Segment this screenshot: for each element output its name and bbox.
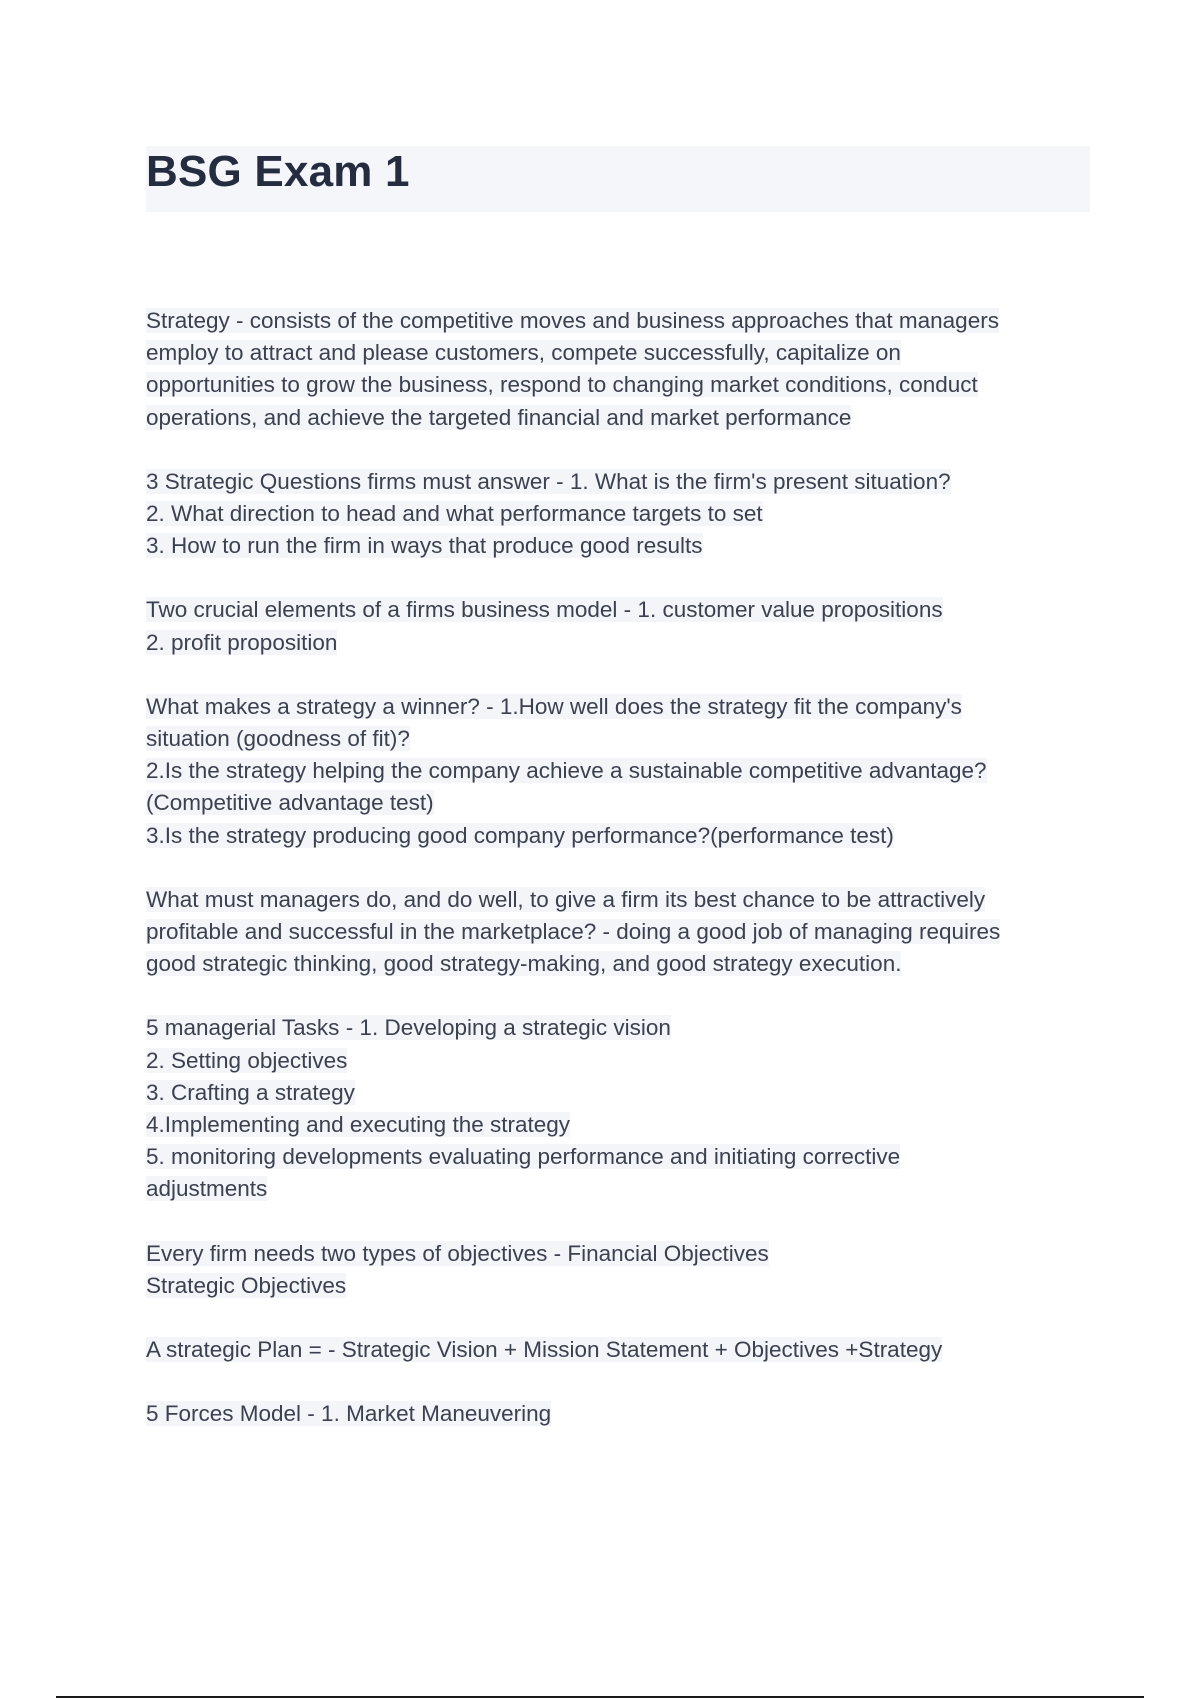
flashcard-text: What must managers do, and do well, to give a firm its best chance to be attractively xyxy=(146,886,986,912)
flashcard-text: 2. Setting objectives xyxy=(146,1047,348,1073)
flashcard xyxy=(146,1012,1086,1205)
flashcard-line xyxy=(146,305,1086,337)
flashcard-line xyxy=(146,948,1086,980)
flashcard-line xyxy=(146,1334,1086,1366)
flashcard-line xyxy=(146,1109,1086,1141)
flashcard-line xyxy=(146,627,1086,659)
flashcard-text: 4.Implementing and executing the strategy xyxy=(146,1112,571,1138)
flashcard-line xyxy=(146,1077,1086,1109)
flashcard-line xyxy=(146,530,1086,562)
flashcard-line xyxy=(146,1012,1086,1044)
flashcard-line xyxy=(146,723,1086,755)
flashcard xyxy=(146,305,1086,434)
flashcard xyxy=(146,466,1086,563)
flashcard-line xyxy=(146,369,1086,401)
flashcard xyxy=(146,884,1086,981)
flashcard-text: 2.Is the strategy helping the company achieve a sustainable competitive advantage? xyxy=(146,758,987,784)
flashcard-text: 2. What direction to head and what performance targets to set xyxy=(146,501,763,527)
flashcard-text: 3 Strategic Questions firms must answer - 1. What is the firm's present situation? xyxy=(146,468,951,494)
flashcard-text: What makes a strategy a winner? - 1.How well does the strategy fit the company's xyxy=(146,693,962,719)
flashcard-line xyxy=(146,1045,1086,1077)
flashcard-text: 5. monitoring developments evaluating performance and initiating corrective xyxy=(146,1144,901,1170)
flashcard-line xyxy=(146,884,1086,916)
flashcard-text: employ to attract and please customers, compete successfully, capitalize on xyxy=(146,340,901,366)
flashcard xyxy=(146,594,1086,658)
flashcard-line xyxy=(146,498,1086,530)
flashcard-line xyxy=(146,916,1086,948)
flashcard-line xyxy=(146,466,1086,498)
flashcard-line xyxy=(146,787,1086,819)
flashcard-line xyxy=(146,594,1086,626)
flashcard-text: adjustments xyxy=(146,1176,268,1202)
flashcard-text: situation (goodness of fit)? xyxy=(146,726,410,752)
flashcard-text: 5 Forces Model - 1. Market Maneuvering xyxy=(146,1401,552,1427)
flashcard-text: A strategic Plan = - Strategic Vision + Mission Statement + Objectives +Strategy xyxy=(146,1337,943,1363)
flashcard-line xyxy=(146,1173,1086,1205)
flashcard xyxy=(146,691,1086,852)
flashcard-text: 2. profit proposition xyxy=(146,629,338,655)
flashcard-line xyxy=(146,691,1086,723)
flashcard-line xyxy=(146,1141,1086,1173)
flashcard-line xyxy=(146,755,1086,787)
footer-rule xyxy=(56,1696,1144,1698)
flashcard-text: 3.Is the strategy producing good company performance?(performance test) xyxy=(146,822,894,848)
flashcard-text: Two crucial elements of a firms business model - 1. customer value propositions xyxy=(146,597,943,623)
flashcard-text: opportunities to grow the business, respond to changing market conditions, conduct xyxy=(146,372,978,398)
flashcard-line xyxy=(146,820,1086,852)
page-title: BSG Exam 1 xyxy=(146,147,410,196)
flashcard-text: Every firm needs two types of objectives - Financial Objectives xyxy=(146,1240,769,1266)
flashcard-text: (Competitive advantage test) xyxy=(146,790,434,816)
flashcard-text: good strategic thinking, good strategy-making, and good strategy execution. xyxy=(146,951,902,977)
flashcard-line xyxy=(146,402,1086,434)
flashcard-text: operations, and achieve the targeted financial and market performance xyxy=(146,404,852,430)
flashcard xyxy=(146,1334,1086,1366)
flashcard-line xyxy=(146,337,1086,369)
flashcard-text: Strategy - consists of the competitive moves and business approaches that managers xyxy=(146,308,999,333)
flashcard-text: 5 managerial Tasks - 1. Developing a strategic vision xyxy=(146,1015,671,1041)
flashcard xyxy=(146,1238,1086,1302)
flashcard-line xyxy=(146,1398,1086,1430)
flashcard xyxy=(146,1398,1086,1430)
flashcard-text: profitable and successful in the marketplace? - doing a good job of managing requires xyxy=(146,919,1001,945)
flashcard-line xyxy=(146,1270,1086,1302)
flashcard-text: 3. How to run the firm in ways that produce good results xyxy=(146,533,703,559)
flashcard-text: 3. Crafting a strategy xyxy=(146,1079,355,1105)
flashcard-list xyxy=(146,305,1086,1462)
flashcard-line xyxy=(146,1238,1086,1270)
flashcard-text: Strategic Objectives xyxy=(146,1272,347,1298)
